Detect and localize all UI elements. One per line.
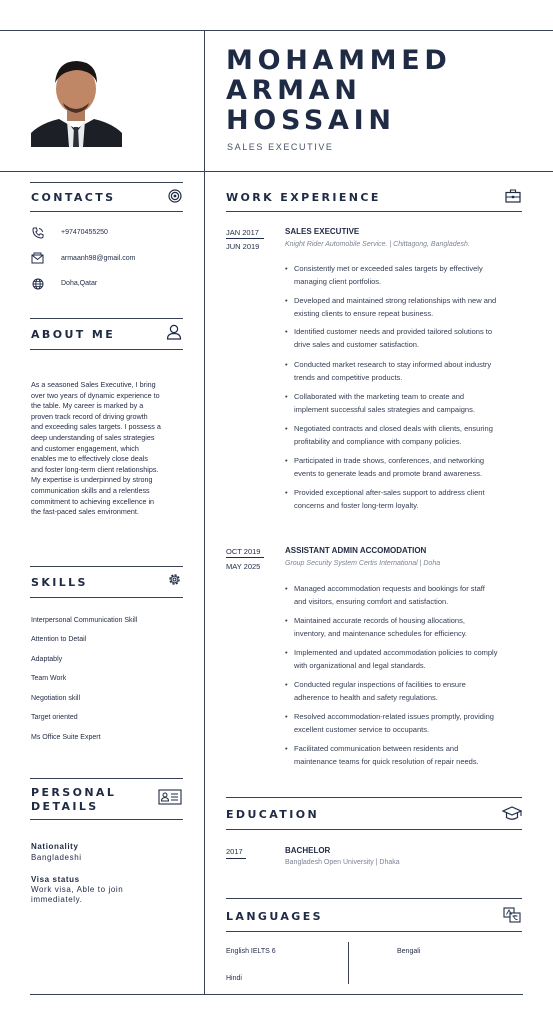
name-line-3: HOSSAIN — [226, 105, 396, 136]
bullet-line: • Implemented and updated accommodation policies to comply — [294, 648, 498, 657]
job1-bullet — [294, 294, 496, 320]
skills-rule-bottom — [30, 597, 183, 598]
contacts-rule-bottom — [30, 211, 183, 212]
job2-date-rule — [226, 557, 264, 558]
job1-bullet — [294, 454, 484, 480]
personal-title-line-1: PERSONAL — [31, 786, 117, 799]
bullet-line: adherence to health and safety regulations. — [294, 693, 438, 702]
languages-rule-bottom — [226, 931, 522, 932]
nationality-label: Nationality — [31, 842, 79, 851]
bullet-line: • Identified customer needs and provided tailored solutions to — [294, 327, 493, 336]
about-line: over two years of dynamic experience to — [31, 390, 160, 400]
bullet-line: profitability and compliance with company policies. — [294, 437, 462, 446]
languages-rule-top — [226, 898, 522, 899]
personal-rule-bottom — [30, 819, 183, 820]
contact-location: Doha,Qatar — [61, 280, 98, 287]
name-line-2: ARMAN — [226, 75, 362, 106]
job1-end-date: JUN 2019 — [226, 242, 260, 251]
about-line: and exceeding sales targets. I possess a — [31, 422, 161, 432]
about-line: proven track record of driving growth — [31, 411, 148, 421]
languages-divider — [348, 942, 349, 984]
skill-item: Attention to Detail — [31, 636, 87, 643]
job2-company: Group Security System Certis International | Doha — [285, 560, 441, 567]
job1-company: Knight Rider Automobile Service. | Chittagong, Bangladesh. — [285, 241, 470, 248]
bottom-rule — [30, 994, 523, 995]
job2-bullet — [294, 614, 467, 640]
bullet-line: • Collaborated with the marketing team to create and — [294, 392, 465, 401]
job2-bullet — [294, 710, 494, 736]
briefcase-icon — [505, 189, 521, 203]
education-year: 2017 — [226, 847, 243, 856]
bullet-line: with organizational and legal standards. — [294, 661, 426, 670]
mail-icon — [31, 252, 44, 264]
education-rule-bottom — [226, 829, 522, 830]
profile-photo — [31, 55, 122, 147]
nationality-value: Bangladeshi — [31, 853, 82, 862]
job2-start-date: OCT 2019 — [226, 547, 261, 556]
about-title: ABOUT ME — [31, 328, 116, 341]
contacts-rule-top — [30, 182, 183, 183]
user-icon — [166, 324, 182, 340]
profile-photo-image — [31, 55, 122, 147]
skills-title: SKILLS — [31, 576, 88, 589]
languages-title: LANGUAGES — [226, 910, 323, 923]
about-line: and customer engagement, which — [31, 443, 139, 453]
job-role: SALES EXECUTIVE — [227, 142, 334, 152]
work-title: WORK EXPERIENCE — [226, 191, 381, 204]
job2-bullet — [294, 646, 497, 672]
bullet-line: • Facilitated communication between residents and — [294, 744, 459, 753]
bullet-line: • Managed accommodation requests and bookings for staff — [294, 584, 485, 593]
bullet-line: drive sales and customer satisfaction. — [294, 340, 420, 349]
about-rule-bottom — [30, 349, 183, 350]
personal-title-line-2: DETAILS — [31, 800, 99, 813]
education-school: Bangladesh Open University | Dhaka — [285, 859, 400, 866]
about-line: enables me to effectively close deals — [31, 454, 148, 464]
skills-rule-top — [30, 566, 183, 567]
bullet-line: • Developed and maintained strong relationships with new and — [294, 296, 497, 305]
bullet-line: • Conducted regular inspections of facilities to ensure — [294, 680, 466, 689]
job1-bullet — [294, 486, 485, 512]
gear-icon — [167, 572, 182, 587]
job1-date-rule — [226, 238, 264, 239]
job1-bullet — [294, 325, 492, 351]
globe-icon — [32, 278, 44, 290]
about-line: deep understanding of sales strategies — [31, 432, 155, 442]
bullet-line: implement successful sales strategies and campaigns. — [294, 405, 475, 414]
bullet-line: • Provided exceptional after-sales support to address client — [294, 488, 485, 497]
job2-title: ASSISTANT ADMIN ACCOMODATION — [285, 546, 427, 555]
bullet-line: trends and competitive products. — [294, 373, 403, 382]
bullet-line: • Consistently met or exceeded sales targets by effectively — [294, 264, 483, 273]
bullet-line: managing client portfolios. — [294, 277, 382, 286]
contact-email[interactable]: armaanh98@gmail.com — [61, 255, 136, 262]
visa-label: Visa status — [31, 875, 80, 884]
bullet-line: • Conducted market research to stay informed about industry — [294, 360, 492, 369]
about-line: communication skills and a relentless — [31, 485, 150, 495]
bullet-line: inventory, and maintenance schedules for efficiency. — [294, 629, 468, 638]
about-line: the fast-paced sales environment. — [31, 507, 139, 517]
job1-bullet — [294, 262, 483, 288]
skill-item: Target oriented — [31, 714, 78, 721]
job2-bullet — [294, 742, 479, 768]
skill-item: Ms Office Suite Expert — [31, 734, 101, 741]
about-line: commitment to achieving excellence in — [31, 496, 155, 506]
language-item: English IELTS 6 — [226, 948, 276, 955]
contact-phone[interactable]: +97470455250 — [61, 229, 108, 236]
bullet-line: events to generate leads and promote brand awareness. — [294, 469, 483, 478]
top-rule — [0, 30, 553, 31]
about-text — [31, 380, 196, 518]
bullet-line: excellent customer service to occupants. — [294, 725, 430, 734]
education-title: EDUCATION — [226, 808, 320, 821]
bullet-line: • Maintained accurate records of housing allocations, — [294, 616, 465, 625]
bullet-line: • Resolved accommodation-related issues promptly, providing — [294, 712, 494, 721]
skill-item: Adaptably — [31, 656, 63, 663]
bullet-line: maintenance teams for quick resolution of repair needs. — [294, 757, 479, 766]
bullet-line: • Negotiated contracts and closed deals with clients, ensuring — [294, 424, 493, 433]
work-rule-bottom — [226, 211, 522, 212]
phone-icon — [32, 227, 44, 239]
education-rule-top — [226, 797, 522, 798]
graduation-cap-icon — [502, 806, 522, 822]
about-line: the table. My career is marked by a — [31, 401, 144, 411]
visa-value-line-2: immediately. — [31, 895, 83, 904]
column-divider — [204, 30, 205, 995]
education-degree: BACHELOR — [285, 846, 331, 855]
contacts-title: CONTACTS — [31, 191, 116, 204]
name-line-1: MOHAMMED — [226, 45, 452, 76]
job2-end-date: MAY 2025 — [226, 562, 261, 571]
translate-icon — [503, 907, 521, 923]
skill-item: Negotiation skill — [31, 695, 81, 702]
job1-start-date: JAN 2017 — [226, 228, 259, 237]
language-item: Hindi — [226, 975, 242, 982]
job1-bullet — [294, 390, 475, 416]
id-card-icon — [158, 789, 182, 805]
job1-bullet — [294, 358, 491, 384]
job1-title: SALES EXECUTIVE — [285, 227, 360, 236]
language-item: Bengali — [397, 948, 421, 955]
about-rule-top — [30, 318, 183, 319]
bullet-line: existing clients to ensure repeat business. — [294, 309, 434, 318]
education-date-rule — [226, 858, 246, 859]
job2-bullet — [294, 678, 466, 704]
job2-bullet — [294, 582, 485, 608]
about-line: and foster long-term client relationships. — [31, 464, 159, 474]
skill-item: Interpersonal Communication Skill — [31, 617, 138, 624]
skill-item: Team Work — [31, 675, 67, 682]
bullet-line: concerns and foster long-term loyalty. — [294, 501, 419, 510]
about-line: As a seasoned Sales Executive, I bring — [31, 380, 156, 389]
job1-bullet — [294, 422, 493, 448]
header-bottom-rule — [0, 171, 553, 172]
target-icon — [168, 189, 182, 203]
about-line: My expertise is underpinned by strong — [31, 475, 153, 485]
personal-rule-top — [30, 778, 183, 779]
visa-value-line-1: Work visa, Able to join — [31, 885, 124, 894]
bullet-line: • Participated in trade shows, conferences, and networking — [294, 456, 485, 465]
bullet-line: and visitors, ensuring comfort and satisfaction. — [294, 597, 449, 606]
